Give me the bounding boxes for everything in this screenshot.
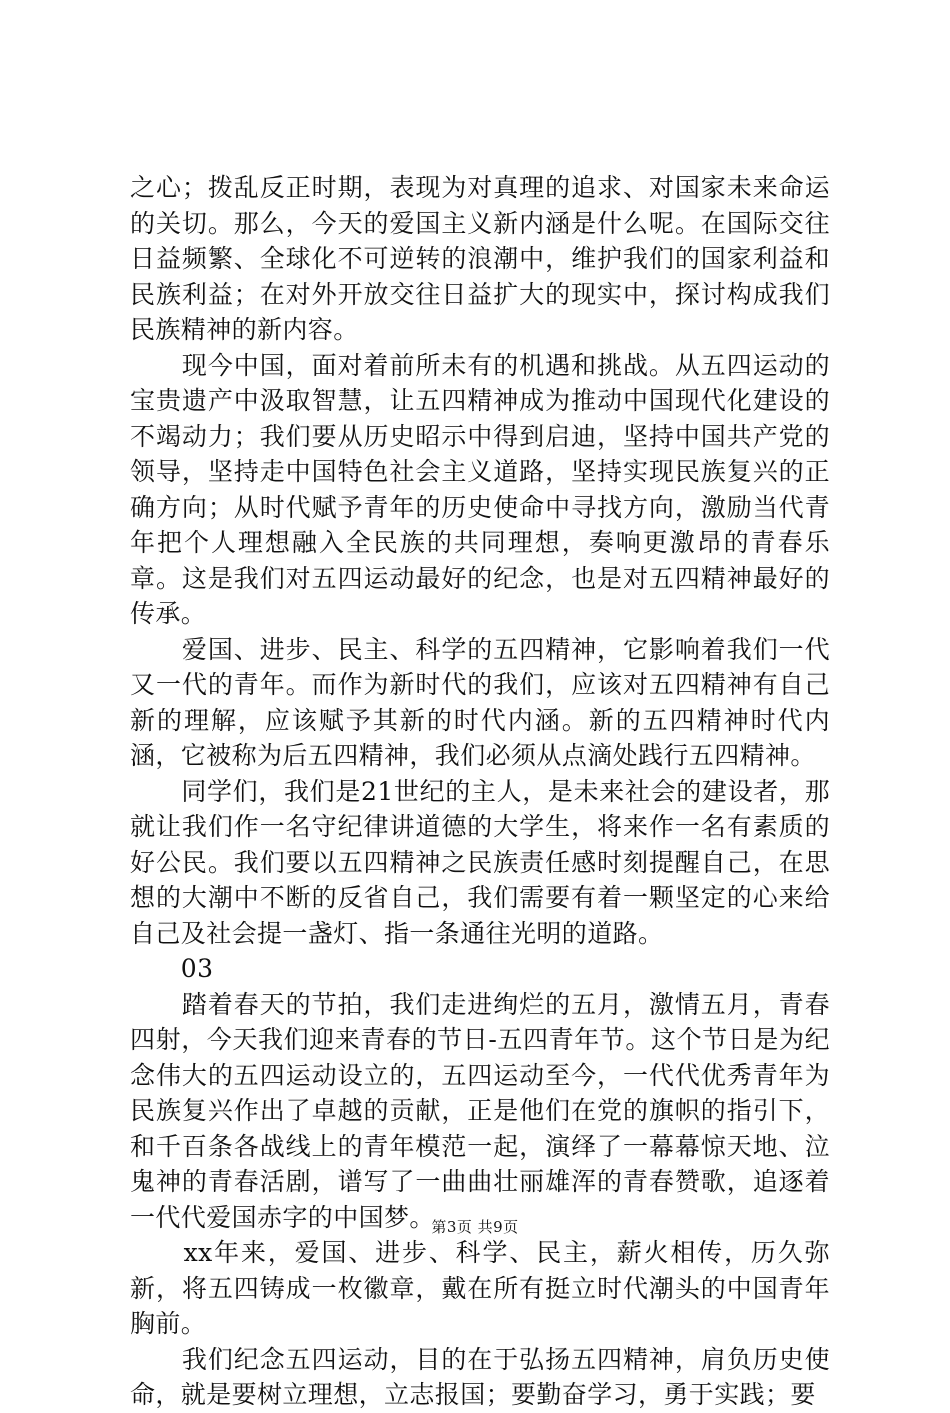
paragraph-2: 现今中国，面对着前所未有的机遇和挑战。从五四运动的宝贵遗产中汲取智慧，让五四精神成为推动中国现代化建设的不竭动力；我们要从历史昭示中得到启迪，坚持中国共产党的领导，坚持走中国特色社会主义道路，坚持实现民族复兴的正确方向；从时代赋予青年的历史使命中寻找方向，激励当代青年把个人理想融入全民族的共同理想，奏响更激昂的青春乐章。这是我们对五四运动最好的纪念，也是对五四精神最好的传承。: [130, 350, 830, 628]
paragraph-5: 踏着春天的节拍，我们走进绚烂的五月，激情五月，青春四射，今天我们迎来青春的节日-五四青年节。这个节日是为纪念伟大的五四运动设立的，五四运动至今，一代代优秀青年为民族复兴作出了卓越的贡献，正是他们在党的旗帜的指引下，和千百条各战线上的青年模范一起，演绎了一幕幕惊天地、泣鬼神的青春活剧，谱写了一曲曲壮丽雄浑的青春赞歌，追逐着一代代爱国赤字的中国梦。: [130, 989, 830, 1232]
page-number-footer: 第3页 共9页: [431, 1218, 519, 1236]
section-number: 03: [130, 954, 214, 983]
paragraph-7: 我们纪念五四运动，目的在于弘扬五四精神，肩负历史使命，就是要树立理想，立志报国；要勤奋学习，勇于实践；要: [130, 1344, 830, 1409]
paragraph-1: 之心；拨乱反正时期，表现为对真理的追求、对国家未来命运的关切。那么，今天的爱国主义新内涵是什么呢。在国际交往日益频繁、全球化不可逆转的浪潮中，维护我们的国家利益和民族利益；在对外开放交往日益扩大的现实中，探讨构成我们民族精神的新内容。: [130, 173, 830, 344]
paragraph-4: 同学们，我们是21世纪的主人，是未来社会的建设者，那就让我们作一名守纪律讲道德的大学生，将来作一名有素质的好公民。我们要以五四精神之民族责任感时刻提醒自己，在思想的大潮中不断的反省自己，我们需要有着一颗坚定的心来给自己及社会提一盏灯、指一条通往光明的道路。: [130, 776, 830, 948]
paragraph-3: 爱国、进步、民主、科学的五四精神，它影响着我们一代又一代的青年。而作为新时代的我们，应该对五四精神有自己新的理解，应该赋予其新的时代内涵。新的五四精神时代内涵，它被称为后五四精神，我们必须从点滴处践行五四精神。: [130, 634, 830, 770]
paragraph-6: xx年来，爱国、进步、科学、民主，薪火相传，历久弥新，将五四铸成一枚徽章，戴在所有挺立时代潮头的中国青年胸前。: [130, 1238, 830, 1338]
